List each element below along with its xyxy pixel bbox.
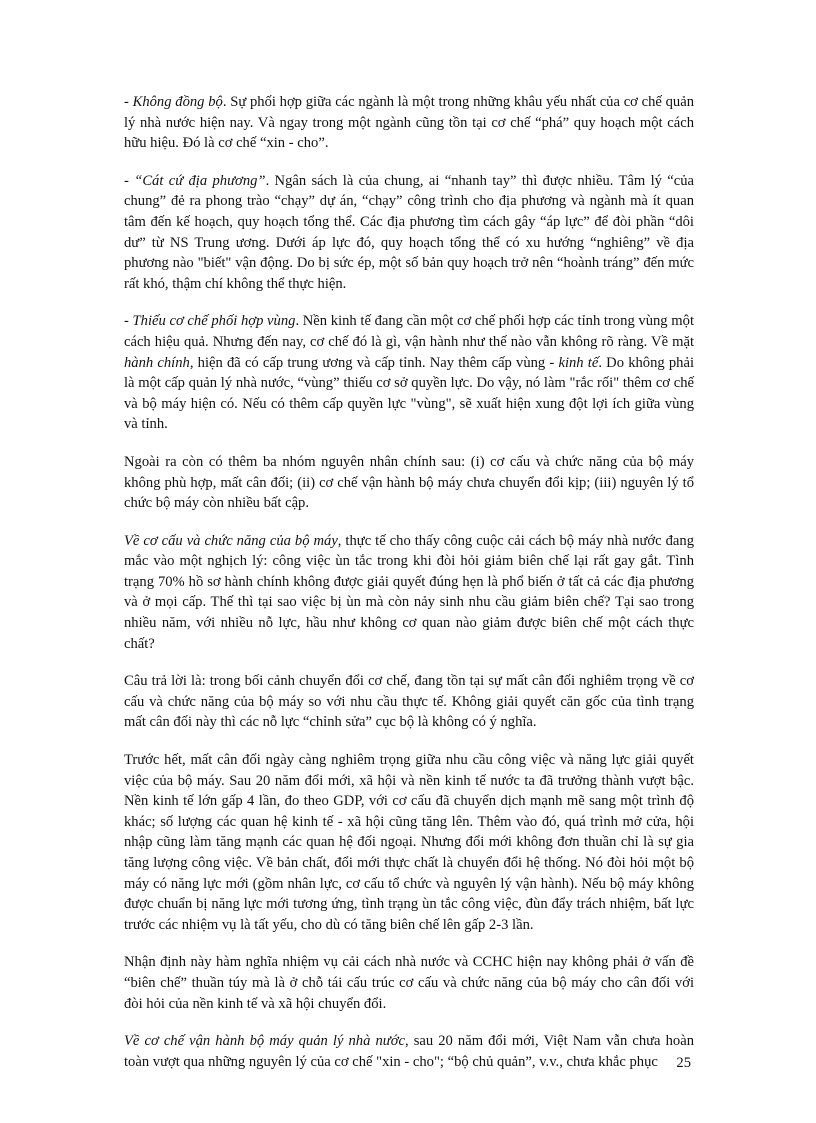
- text-run: . Ngân sách là của chung, ai “nhanh tay” thì được nhiều. Tâm lý “của chung” đẻ ra phong trào “chạy” dự án, “chạy” công trình cho địa phương và ngành mà ít quan tâm đến kế hoạch, quy hoạch tổng thể. Các địa phương tìm cách gây “áp lực” để đòi phần “dôi dư” từ NS Trung ương. Dưới áp lực đó, quy hoạch tổng thể có xu hướng “nghiêng” về địa phương nào "biết" vận động. Do bị sức ép, một số bản quy hoạch trở nên “hoành tráng” đến mức rất khó, thậm chí không thể thực hiện.: [124, 172, 694, 292]
- italic-text: Về cơ cấu và chức năng của bộ máy: [124, 532, 338, 549]
- text-run: . Sự phối hợp giữa các ngành là một trong những khâu yếu nhất của cơ chế quản lý nhà nước hiện nay. Và ngay trong một ngành cũng tồn tại cơ chế “phá” quy hoạch một cách hữu hiệu. Đó là cơ chế “xin - cho”.: [124, 94, 695, 152]
- italic-text: Về cơ chế vận hành bộ máy quản lý nhà nước: [124, 1033, 405, 1050]
- text-run: , thực tế cho thấy công cuộc cải cách bộ máy nhà nước đang mắc vào một nghịch lý: công việc ùn tắc trong khi đòi hỏi giảm biên chế lại rất gay gắt. Tình trạng 70% hồ sơ hành chính không được giải quyết đúng hẹn là phổ biến ở tất cả các địa phương và ở mọi cấp. Thế thì tại sao việc bị ùn mà còn nảy sinh nhu cầu giảm biên chế? Tại sao trong nhiều năm, với nhiều nỗ lực, hầu như không cơ quan nào giảm được biên chế một cách thực chất?: [124, 532, 694, 652]
- paragraph: [124, 952, 694, 1014]
- paragraph: [124, 452, 694, 514]
- italic-text: Không đồng bộ: [132, 94, 223, 110]
- paragraph: [124, 750, 694, 935]
- paragraph: [124, 92, 694, 154]
- text-run: , sau 20 năm đổi mới, Việt Nam vẫn chưa hoàn toàn vượt qua những nguyên lý của cơ chế "xin - cho"; “bộ chủ quản”, v.v., chưa khắc phục: [124, 1033, 694, 1070]
- text-run: -: [124, 94, 133, 110]
- text-run: -: [124, 313, 133, 330]
- paragraph: [124, 531, 694, 655]
- document-body: [124, 92, 694, 1089]
- paragraph: [124, 311, 694, 435]
- italic-text: “Cát cứ địa phương”: [134, 172, 266, 189]
- text-run: , hiện đã có cấp trung ương và cấp tỉnh. Nay thêm cấp vùng -: [189, 354, 559, 371]
- page-number: 25: [676, 1055, 691, 1071]
- text-run: Trước hết, mất cân đối ngày càng nghiêm trọng giữa nhu cầu công việc và năng lực giải quyết việc của bộ máy. Sau 20 năm đổi mới, xã hội và nền kinh tế nước ta đã trưởng thành vượt bậc. Nền kinh tế lớn gấp 4 lần, đo theo GDP, với cơ cấu đã chuyển dịch mạnh mẽ sang một trình độ khác; số lượng các quan hệ kinh tế - xã hội cũng tăng lên. Thêm vào đó, quá trình mở cửa, hội nhập cũng làm tăng mạnh các quan hệ đối ngoại. Nhưng đổi mới không đơn thuần chỉ là sự gia tăng lượng công việc. Về bản chất, đổi mới thực chất là chuyển đổi hệ thống. Nó đòi hỏi một bộ máy có năng lực mới (gồm nhân lực, cơ cấu tổ chức và nguyên lý vận hành). Nếu bộ máy không được chuẩn bị năng lực mới tương ứng, tình trạng ùn tắc công việc, đùn đẩy trách nhiệm, bất lực trước các nhiệm vụ là tất yếu, cho dù có tăng biên chế lên gấp 2-3 lần.: [124, 752, 694, 933]
- italic-text: Thiếu cơ chế phối hợp vùng: [132, 313, 296, 330]
- text-run: Ngoài ra còn có thêm ba nhóm nguyên nhân chính sau: (i) cơ cấu và chức năng của bộ máy không phù hợp, mất cân đối; (ii) cơ chế vận hành bộ máy chưa chuyển đổi kịp; (iii) nguyên lý tổ chức bộ máy còn nhiều bất cập.: [124, 453, 694, 512]
- italic-text: hành chính: [124, 354, 190, 371]
- text-run: . Nền kinh tế đang cần một cơ chế phối hợp các tỉnh trong vùng một cách hiệu quả. Nhưng đến nay, cơ chế đó là gì, vận hành như thế nào vẫn không rõ ràng. Về mặt: [124, 313, 694, 350]
- paragraph: [124, 671, 694, 733]
- text-run: . Do không phải là một cấp quản lý nhà nước, “vùng” thiếu cơ sở quyền lực. Do vậy, nó làm "rắc rối" thêm cơ chế và bộ máy hiện có. Nếu có thêm cấp quyền lực "vùng", sẽ xuất hiện xung đột lợi ích giữa vùng và tỉnh.: [124, 354, 694, 433]
- paragraph: [124, 171, 694, 295]
- paragraph: [124, 1031, 694, 1072]
- text-run: -: [124, 172, 135, 189]
- italic-text: kinh tế: [558, 354, 599, 371]
- text-run: Câu trả lời là: trong bối cảnh chuyển đổi cơ chế, đang tồn tại sự mất cân đối nghiêm trọng về cơ cấu và chức năng của bộ máy so với nhu cầu thực tế. Không giải quyết căn gốc của tình trạng mất cân đối này thì các nỗ lực “chỉnh sửa” cục bộ là không có ý nghĩa.: [124, 673, 694, 731]
- text-run: Nhận định này hàm nghĩa nhiệm vụ cải cách nhà nước và CCHC hiện nay không phải ở vấn đề “biên chế” thuần túy mà là ở chỗ tái cấu trúc cơ cấu và chức năng của bộ máy cho cân đối với đòi hỏi của nền kinh tế và xã hội chuyển đổi.: [124, 954, 694, 1012]
